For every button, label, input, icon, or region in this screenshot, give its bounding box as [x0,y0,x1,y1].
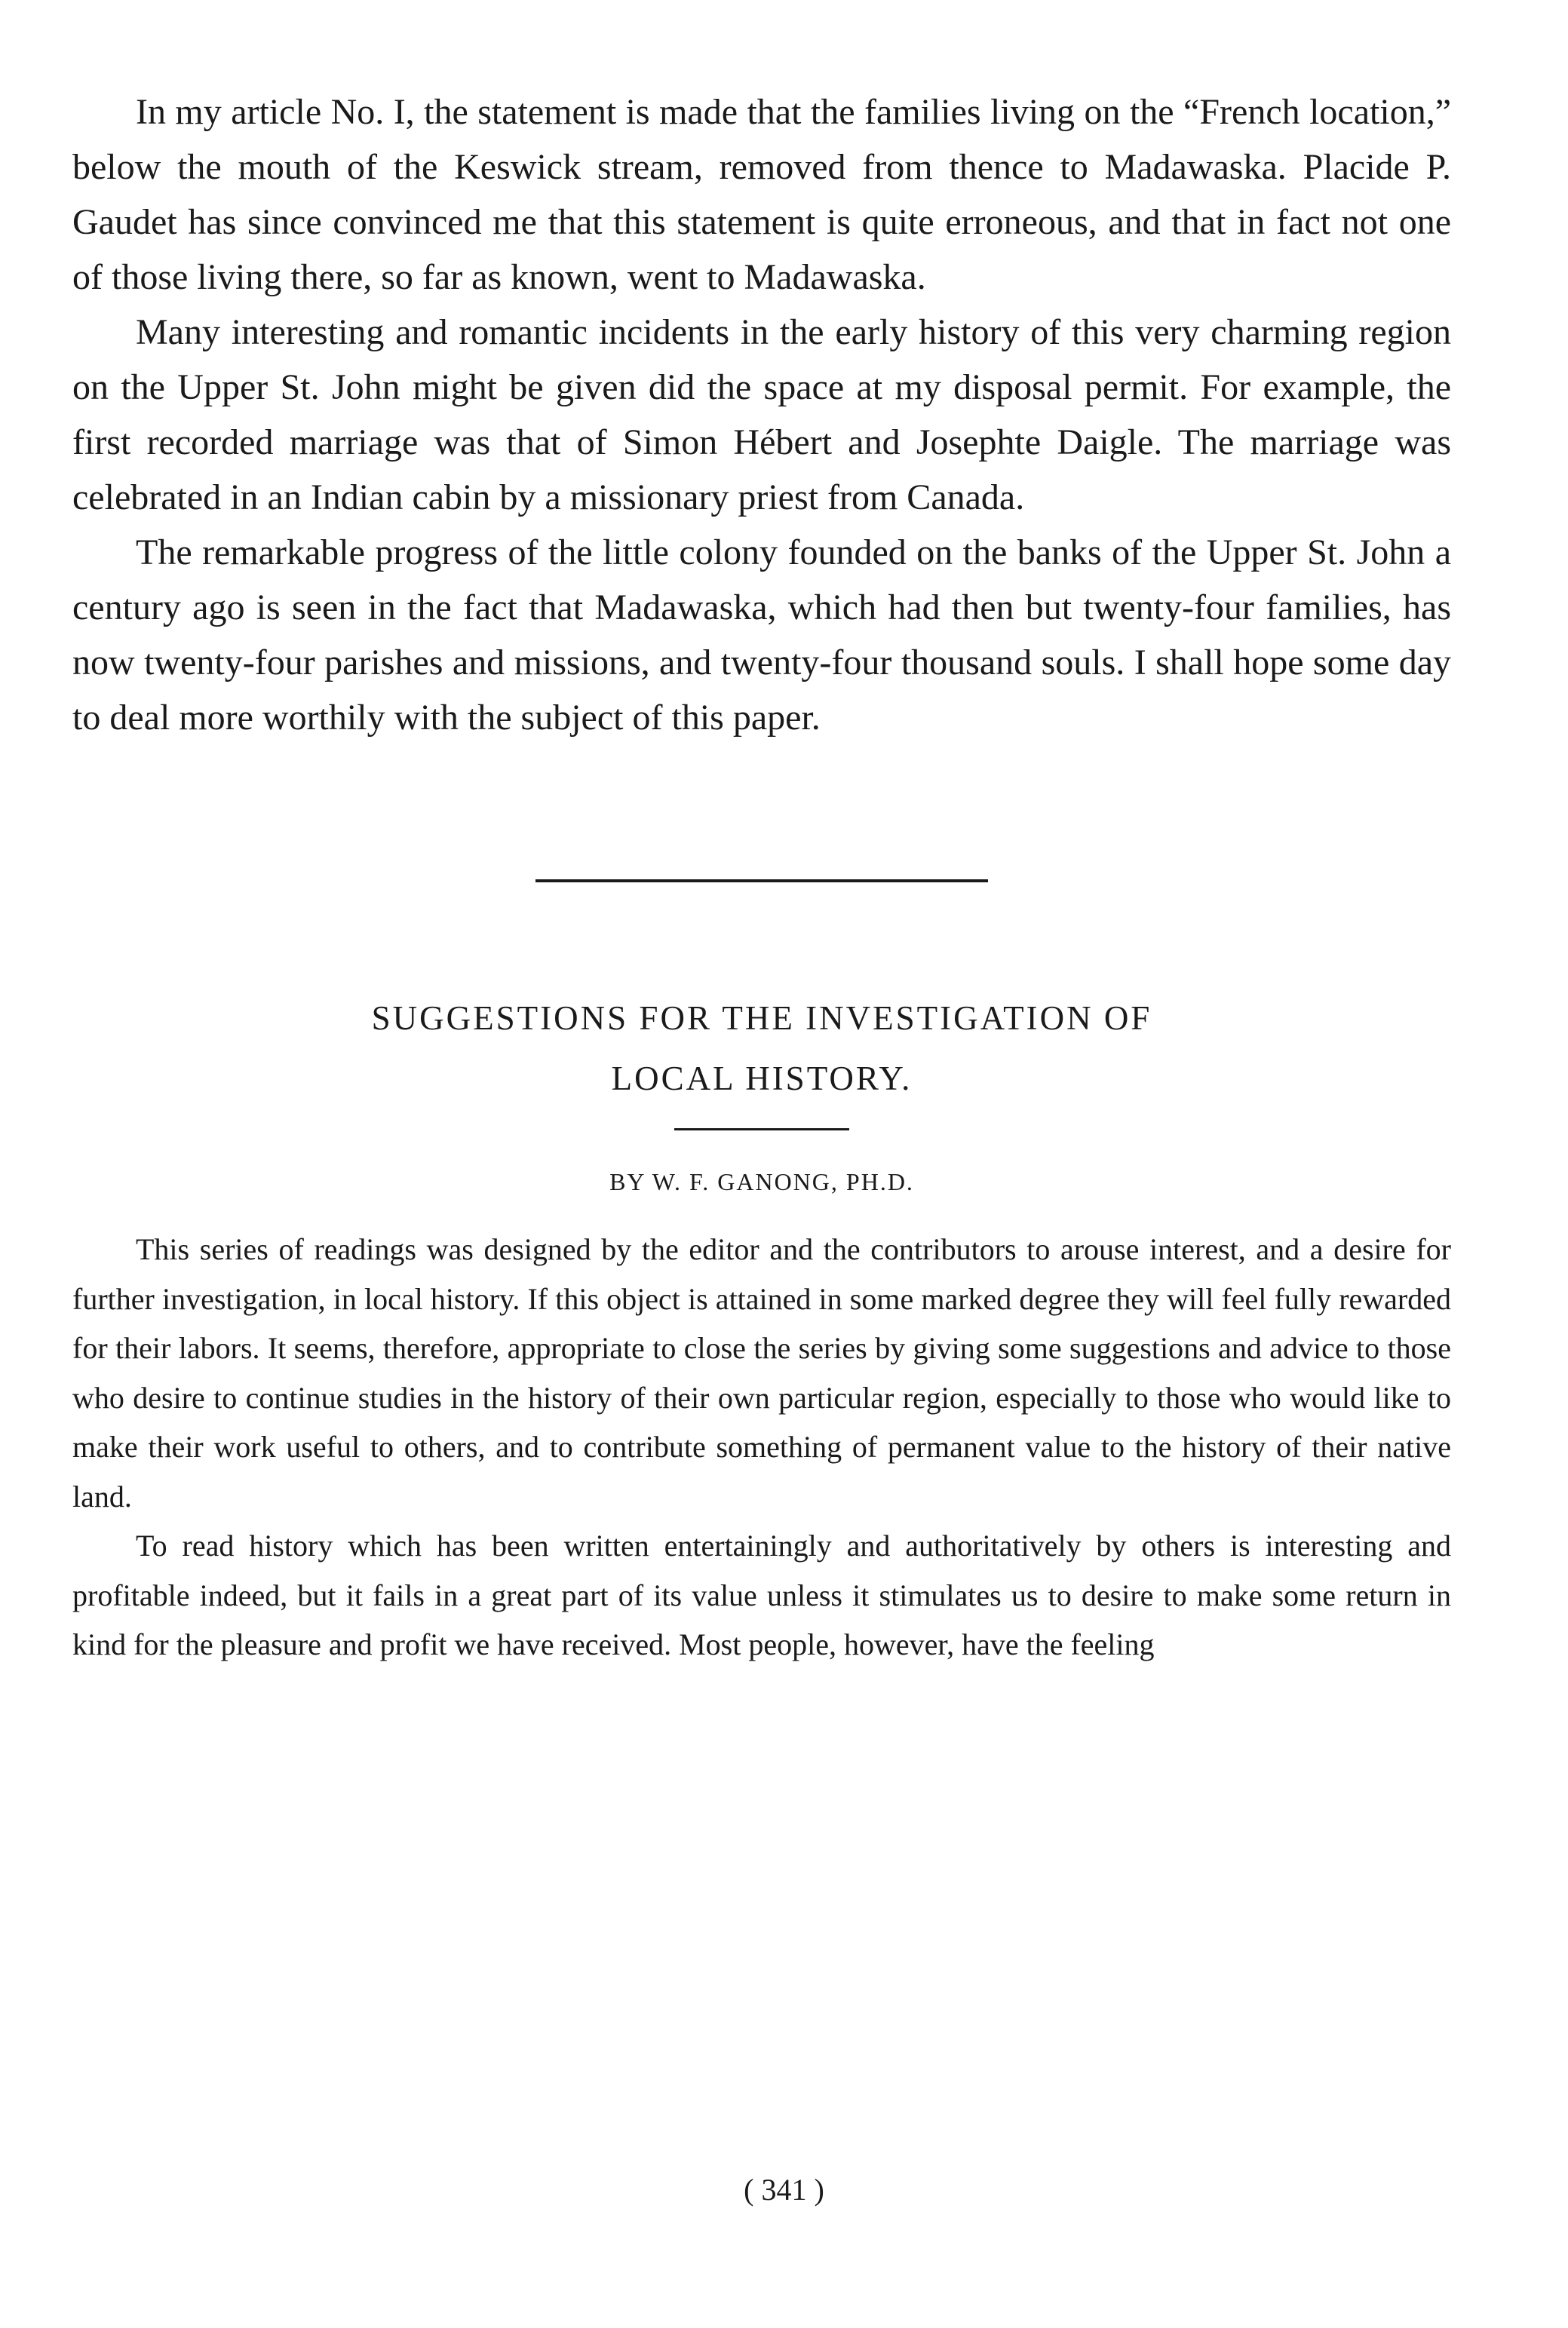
document-page [72,84,1451,1670]
author-byline: BY W. F. GANONG, PH.D. [609,1168,914,1195]
body-paragraph: This series of readings was designed by the editor and the contributors to arouse interest, and a desire for further investigation, in local history. If this object is attained in some marked degree they will feel fully rewarded for their labors. It seems, therefore, appropriate to close the series by giving some suggestions and advice to those who desire to continue studies in the history of their own particular region, especially to those who would like to make their work useful to others, and to contribute something of permanent value to the history of their native land. [72,1232,1451,1514]
article-title [72,988,1451,1109]
section-divider [535,879,988,882]
body-paragraph: The remarkable progress of the little colony founded on the banks of the Upper St. John a century ago is seen in the fact that Madawaska, which had then but twenty-four families, has now twenty-four parishes and missions, and twenty-four thousand souls. I shall hope some day to deal more worthily with the subject of this paper. [72,532,1451,738]
article-body [72,1225,1451,1670]
article-title-line: LOCAL HISTORY. [611,1060,913,1097]
body-paragraph: In my article No. I, the statement is made that the families living on the “French location,” below the mouth of the Keswick stream, removed from thence to Madawaska. Placide P. Gaudet has since convinced me that this statement is quite erroneous, and that in fact not one of those living there, so far as known, went to Madawaska. [72,92,1451,297]
page-number: ( 341 ) [744,2173,824,2207]
article-title-line: SUGGESTIONS FOR THE INVESTIGATION OF [371,999,1152,1037]
body-paragraph: Many interesting and romantic incidents in the early history of this very charming region on the Upper St. John might be given did the space at my disposal permit. For example, the first recorded marriage was that of Simon Hébert and Josephte Daigle. The marriage was celebrated in an Indian cabin by a missionary priest from Canada. [72,312,1451,517]
article-continuation [72,84,1451,745]
body-paragraph: To read history which has been written entertainingly and authoritatively by others is interesting and profitable indeed, but it fails in a great part of its value unless it stimulates us to desire to make some return in kind for the pleasure and profit we have received. Most people, however, have the feeling [72,1529,1451,1661]
title-divider [674,1128,849,1130]
